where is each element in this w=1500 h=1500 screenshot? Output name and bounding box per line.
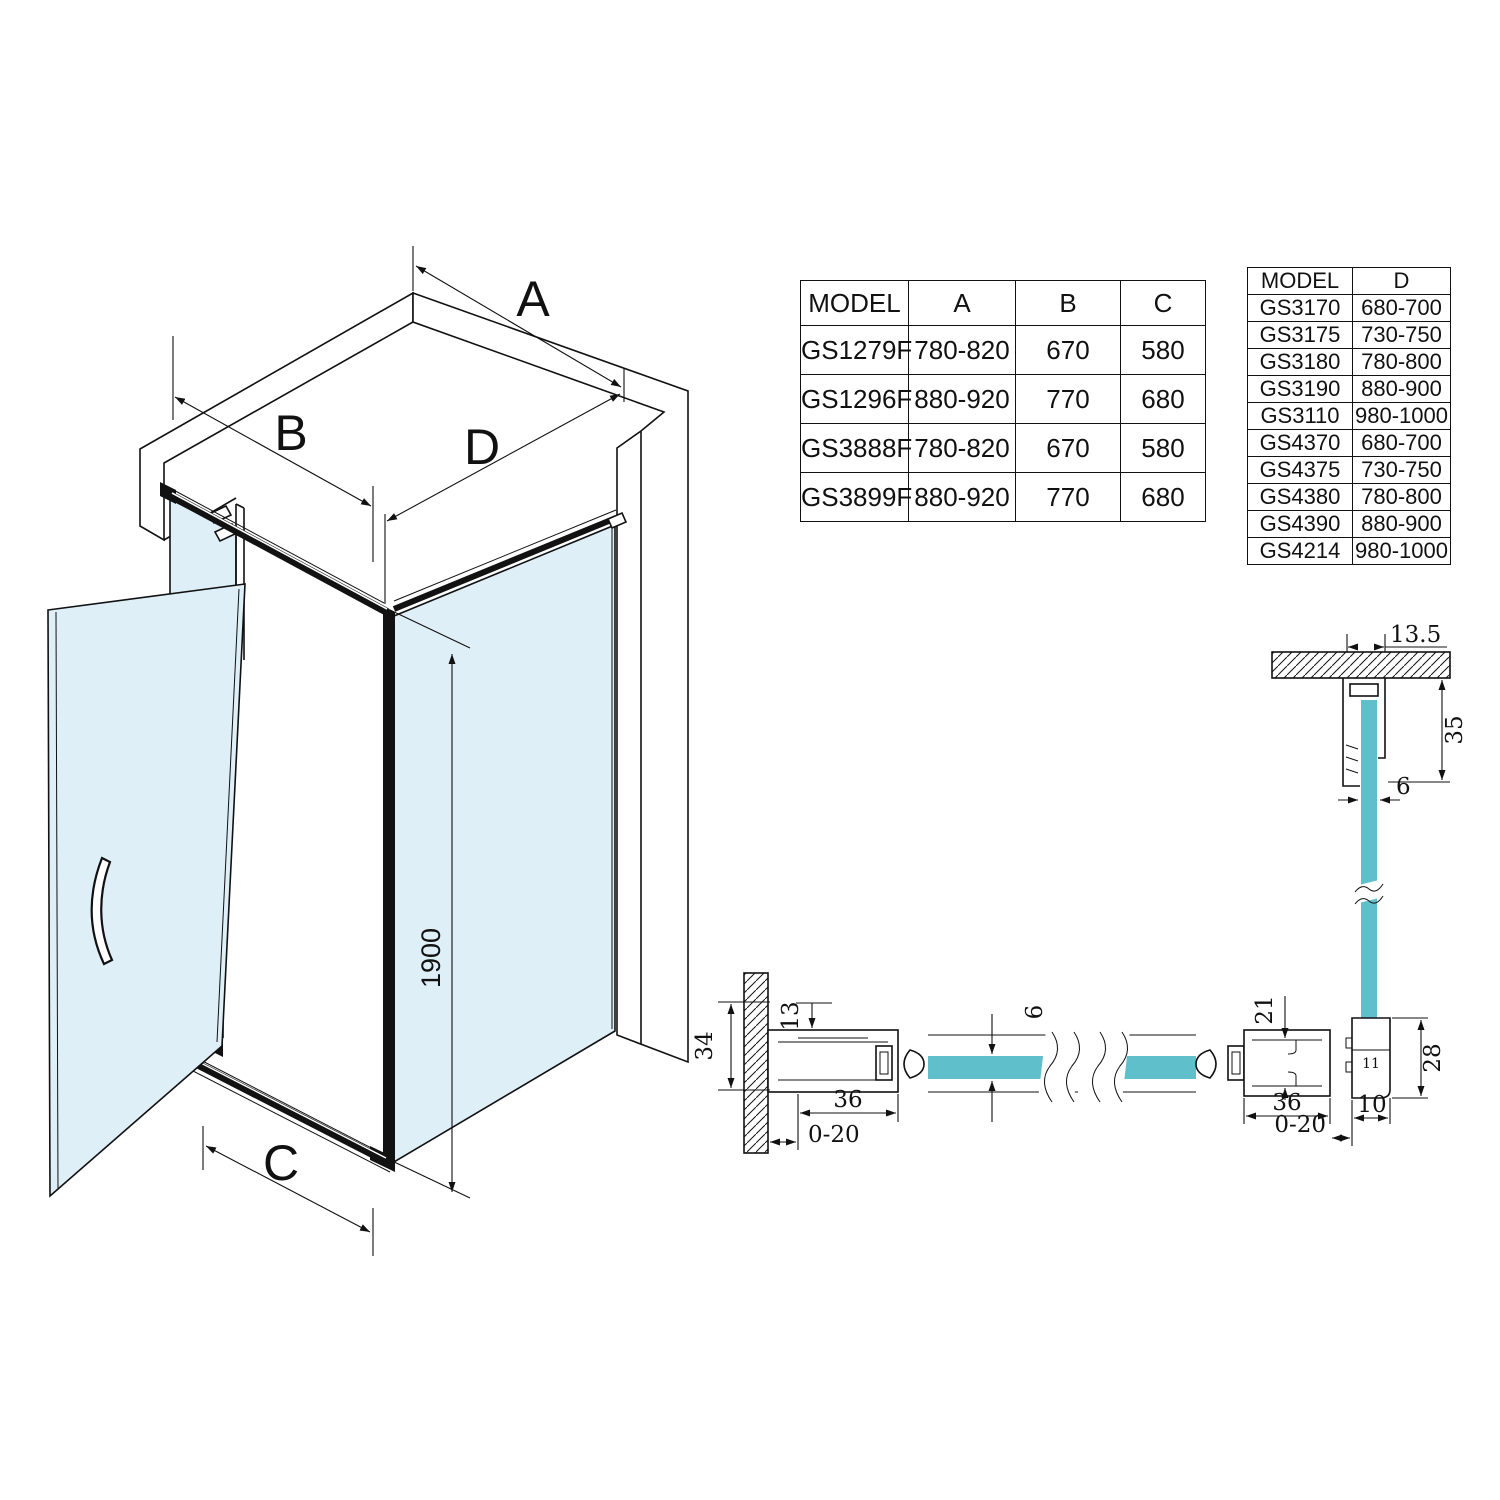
dim-right-post-height: 28	[1420, 1043, 1446, 1073]
spec-table-models-abc	[800, 280, 1206, 522]
right-magnet-housing	[1228, 1046, 1244, 1080]
right-glass-break-gap	[1086, 1030, 1130, 1100]
dim-d-line	[387, 394, 620, 521]
table-row	[1248, 511, 1451, 538]
dim-b-label: B	[274, 405, 308, 461]
left-magnet-housing	[876, 1046, 892, 1080]
table-header-row	[801, 281, 1206, 326]
table-cell: 680	[1121, 375, 1206, 424]
table-cell: 580	[1121, 424, 1206, 473]
side-panel-glass	[394, 525, 615, 1162]
left-glass-break-gap	[1038, 1030, 1082, 1100]
table-cell: 670	[1016, 424, 1121, 473]
spec-table-models-d	[1247, 267, 1451, 565]
table-cell: GS3180	[1248, 349, 1353, 376]
dim-top-width: 13.5	[1390, 622, 1442, 648]
table-header-cell: A	[909, 281, 1016, 326]
dim-d-label: D	[463, 419, 501, 475]
table-cell: 980-1000	[1353, 538, 1451, 565]
table-cell: 680-700	[1353, 430, 1451, 457]
dim-a-label: A	[516, 271, 550, 327]
table-row	[801, 473, 1206, 522]
table-cell: 880-900	[1353, 511, 1451, 538]
table-cell: GS4390	[1248, 511, 1353, 538]
table-row	[1248, 538, 1451, 565]
table-cell: 780-800	[1353, 484, 1451, 511]
table-cell: GS4214	[1248, 538, 1353, 565]
table-header-cell: MODEL	[1248, 268, 1353, 295]
dim-height-label: 1900	[416, 927, 446, 989]
table-cell: 880-900	[1353, 376, 1451, 403]
dim-h-ext-bottom	[390, 1160, 470, 1198]
left-seal	[904, 1050, 924, 1078]
wall-hatch-top	[1272, 652, 1450, 678]
dim-35-ext	[1388, 678, 1450, 782]
table-row	[801, 326, 1206, 375]
top-profile-channel	[1350, 684, 1378, 696]
table-cell: 770	[1016, 375, 1121, 424]
table-cell: 980-1000	[1353, 403, 1451, 430]
section-door-right	[1086, 995, 1446, 1146]
door-glass[interactable]	[48, 584, 245, 1196]
table-cell: GS4370	[1248, 430, 1353, 457]
dim-c-label: C	[262, 1135, 300, 1191]
table-cell: 730-750	[1353, 457, 1451, 484]
table-cell: GS4380	[1248, 484, 1353, 511]
table-row	[1248, 484, 1451, 511]
dim-right-post-inner: 11	[1362, 1056, 1380, 1072]
table-cell: 770	[1016, 473, 1121, 522]
table-header-cell: D	[1353, 268, 1451, 295]
section-door-left	[692, 973, 1082, 1153]
table-row	[1248, 457, 1451, 484]
section-wall-profile-top	[1272, 622, 1468, 1086]
corner-post	[383, 606, 395, 1166]
table-header-cell: B	[1016, 281, 1121, 326]
table-cell: GS3175	[1248, 322, 1353, 349]
table-cell: GS3899F	[801, 473, 909, 522]
table-cell: GS3170	[1248, 295, 1353, 322]
dim-right-post-width: 10	[1357, 1092, 1387, 1118]
table-header-row	[1248, 268, 1451, 295]
dim-top-glass: 6	[1396, 774, 1411, 800]
table-row	[1248, 376, 1451, 403]
table-cell: GS4375	[1248, 457, 1353, 484]
table-cell: 730-750	[1353, 322, 1451, 349]
dim-left-step: 13	[778, 1001, 804, 1031]
table-cell: 780-800	[1353, 349, 1451, 376]
table-row	[1248, 295, 1451, 322]
table-cell: GS3888F	[801, 424, 909, 473]
dim-b-line	[175, 397, 371, 506]
dim-left-width: 36	[833, 1087, 863, 1113]
right-seal	[1196, 1050, 1216, 1078]
table-cell: 880-920	[909, 473, 1016, 522]
table-row	[1248, 403, 1451, 430]
table-header-cell: C	[1121, 281, 1206, 326]
dim-right-adjust: 0-20	[1274, 1112, 1326, 1138]
table-row	[1248, 349, 1451, 376]
table-cell: 680	[1121, 473, 1206, 522]
table-cell: GS3190	[1248, 376, 1353, 403]
table-cell: 880-920	[909, 375, 1016, 424]
dim-left-height: 34	[692, 1031, 718, 1061]
table-cell: GS1279F	[801, 326, 909, 375]
door-glass-section-left	[928, 1056, 1058, 1079]
dim-right-width: 36	[1272, 1090, 1302, 1116]
table-header-cell: MODEL	[801, 281, 909, 326]
table-cell: 780-820	[909, 424, 1016, 473]
dim-right-channel: 21	[1252, 995, 1278, 1025]
dim-left-glass: 6	[1022, 1004, 1048, 1020]
table-row	[801, 424, 1206, 473]
table-row	[801, 375, 1206, 424]
table-cell: GS1296F	[801, 375, 909, 424]
table-cell: 670	[1016, 326, 1121, 375]
dim-top-depth: 35	[1442, 715, 1468, 745]
dim-left-adjust: 0-20	[808, 1122, 860, 1148]
table-cell: 580	[1121, 326, 1206, 375]
isometric-enclosure	[48, 246, 688, 1256]
table-cell: GS3110	[1248, 403, 1353, 430]
table-row	[1248, 430, 1451, 457]
wall-hatch-left	[744, 973, 768, 1153]
top-profile-springs	[1346, 745, 1358, 773]
table-cell: 780-820	[909, 326, 1016, 375]
table-row	[1248, 322, 1451, 349]
table-cell: 680-700	[1353, 295, 1451, 322]
